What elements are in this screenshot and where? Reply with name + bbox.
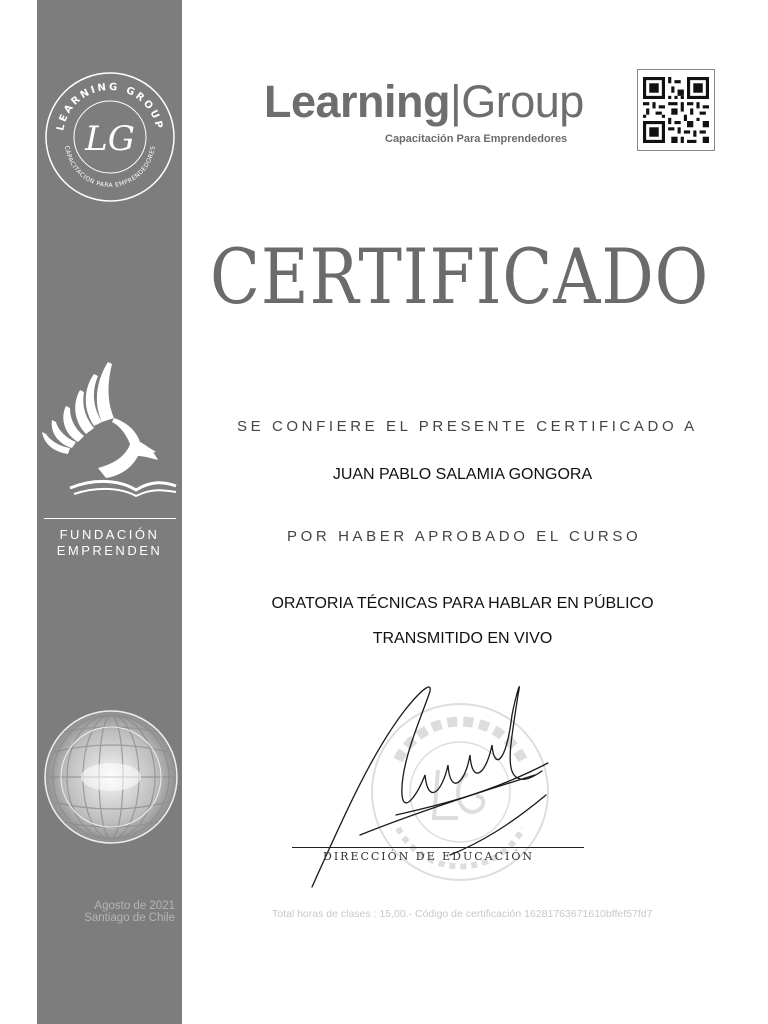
seal-arc-text: LEARNING GROUP <box>55 81 165 132</box>
brand-tagline: Capacitación Para Emprendedores <box>385 133 568 145</box>
foundation-line2: EMPRENDEN <box>56 543 163 558</box>
foundation-line1: FUNDACIÓN <box>59 527 160 542</box>
recipient-name: JUAN PABLO SALAMIA GONGORA <box>332 466 593 483</box>
signature-caption: DIRECCIÓN DE EDUCACIÓN <box>323 850 535 863</box>
signature-line <box>292 847 584 848</box>
certificate-title-text: CERTIFICADO <box>210 232 710 321</box>
brand-right: Group <box>461 76 584 127</box>
foundation-name <box>37 527 182 559</box>
course-label: POR HABER APROBADO EL CURSO <box>287 528 642 545</box>
confers-label: SE CONFIERE EL PRESENTE CERTIFICADO A <box>237 418 698 435</box>
certification-footer: Total horas de clases : 15,00.- Código de certificación 16281763671610bffef57fd7 <box>272 908 653 920</box>
qr-code-icon[interactable] <box>637 69 715 151</box>
brand-logo <box>264 75 584 129</box>
lg-seal-icon <box>43 70 177 204</box>
certificate-title <box>210 232 715 322</box>
issue-date-month: Agosto de 2021 <box>94 900 175 912</box>
seal-monogram: LG <box>85 119 135 159</box>
brand-left: Learning <box>264 76 451 127</box>
course-title-line2: TRANSMITIDO EN VIVO <box>372 630 553 647</box>
seal-bottom-text: CAPACITACION PARA EMPRENDEDORES <box>63 145 157 190</box>
issue-date-city: Santiago de Chile <box>84 912 175 924</box>
foundation-divider <box>44 518 176 519</box>
course-title-line1: ORATORIA TÉCNICAS PARA HABLAR EN PÚBLICO <box>271 595 654 612</box>
issue-date <box>37 900 175 924</box>
brand-separator: | <box>450 76 462 127</box>
eagle-book-icon <box>40 360 180 505</box>
globe-seal-icon <box>42 708 180 846</box>
